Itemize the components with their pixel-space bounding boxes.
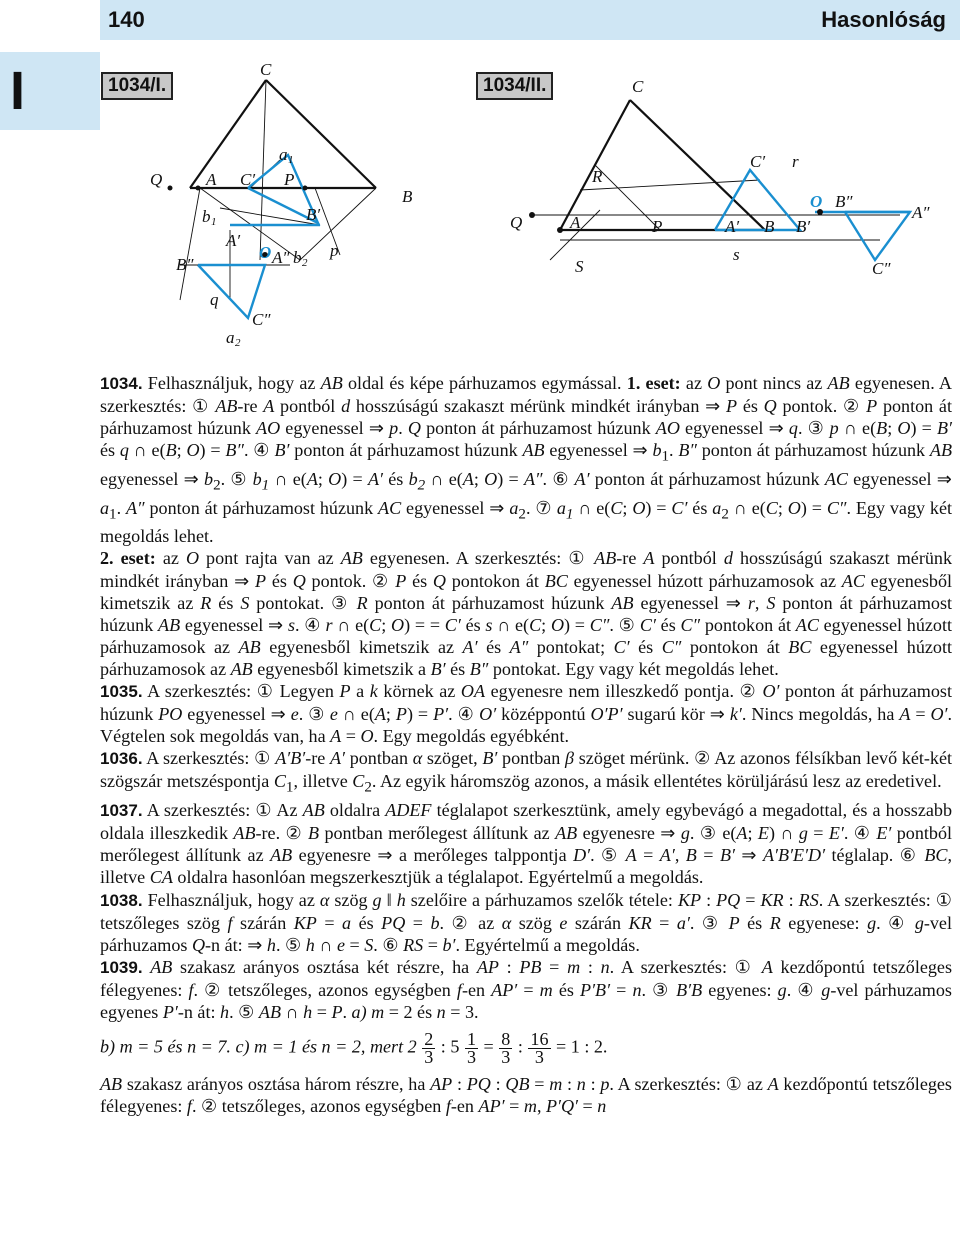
- equation-prefix: b) m = 5 és n = 7. c) m = 1 és n = 2, mert 2: [100, 1036, 417, 1057]
- exercise-number: 1038.: [100, 890, 143, 910]
- fig2-label-R: R: [592, 167, 603, 186]
- fig2-label-B: B: [764, 217, 775, 236]
- fig2-label-P: P: [652, 217, 663, 236]
- exercise-number: 1034.: [100, 374, 143, 393]
- fig1-label-a1-sub: 1: [288, 154, 294, 166]
- figure1-diagram: [140, 60, 470, 360]
- solutions-text: [100, 372, 952, 1117]
- fig1-label-a1: a: [279, 145, 288, 164]
- exercise-number: 1035.: [100, 682, 143, 702]
- fig1-label-q: q: [210, 290, 219, 309]
- fig2-label-O: O: [810, 192, 823, 211]
- fig1-label-p: p: [330, 241, 339, 260]
- equation-mid2: =: [483, 1036, 494, 1057]
- fig1-label-a2: a: [226, 328, 235, 347]
- paragraph-body: A szerkesztés: ① A′B′-re A′ pontban α szöget, B′ pontban β szöget mérünk. ② Az azonos félsíkban levő két-két szögszár metszéspontja $C_1$, illetve $C_2$. Az egyik háromszög azonos, a másik ellentétes körüljárású lesz az eredetivel.: [100, 748, 953, 797]
- fig2-label-S: S: [575, 257, 584, 276]
- equation-line: [100, 1023, 952, 1073]
- fraction-denominator: 3: [501, 1047, 511, 1068]
- exercise-number: 1037.: [100, 801, 143, 821]
- fig1-label-Q: Q: [150, 170, 163, 189]
- fig1-label-B: B: [402, 187, 413, 206]
- paragraph-1034-case2: [100, 547, 952, 680]
- section-letter: I: [10, 61, 26, 121]
- figure2-label: 1034/II.: [476, 72, 553, 100]
- fig1-label-P: P: [284, 170, 295, 189]
- paragraph-1036: [100, 747, 952, 799]
- paragraph-body: Felhasználjuk, hogy az α szög g ‖ h szelőire a párhuzamos szelők tétele: KP : PQ = KR : RS. A szerkesztés: ① tetszőleges szög f szárán KP = a és PQ = b. ② az α szög e szárán KR = a′. ③ P és R egyenese: g. ④ g-vel párhuzamos Q-n át: ⇒ h. ⑤ h ∩ e = S. ⑥ RS = b′. Egyértelmű a megoldás.: [100, 889, 952, 955]
- fig1-label-A: A: [206, 170, 217, 189]
- fig1-label-Ap: A′: [226, 231, 241, 250]
- fig1-label-b1-sub: 1: [211, 216, 217, 228]
- exercise-number: 1039.: [100, 957, 143, 977]
- fraction-denominator: 3: [424, 1047, 434, 1068]
- fraction-numerator: 16: [530, 1029, 549, 1050]
- fraction-3: [499, 1031, 512, 1066]
- fig2-label-A: A: [570, 213, 581, 232]
- figure1-label: 1034/I.: [101, 72, 173, 100]
- paragraph-body: AB szakasz arányos osztása három részre, ha AP : PQ : QB = m : n : p. A szerkesztés: ① az A kezdőpontú tetszőleges félegyenes: f. ② tetszőleges, azonos egységben f-en AP′ = m, P′Q′ = n: [100, 1074, 952, 1117]
- fig1-label-b2-sub: 2: [302, 257, 308, 269]
- equation-suffix: = 1 : 2.: [556, 1036, 608, 1057]
- paragraph-1035: [100, 680, 952, 747]
- paragraph-1039-three-parts: [100, 1073, 952, 1117]
- paragraph-body: Felhasználjuk, hogy az AB oldal és képe párhuzamos egymással. 1. eset: az O pont nincs az AB egyenesen. A szerkesztés: ① AB-re A pontból d hosszúságú szakaszt mérünk mindkét irányban ⇒ P és Q pontok. ② P ponton át párhuzamost húzunk AO egyenessel ⇒ p. Q ponton át párhuzamost húzunk AO egyenessel ⇒ q. ③ p ∩ e(B; O) = B′ és q ∩ e(B; O) = B″. ④ B′ ponton át párhuzamost húzunk AB egyenessel ⇒ $b_1$. B″ ponton át párhuzamost húzunk AB egyenessel ⇒ $b_2$. ⑤ $b_1$ ∩ e(A; O) = A′ és $b_2$ ∩ e(A; O) = A″. ⑥ A′ ponton át párhuzamost húzunk AC egyenessel ⇒ $a_1$. A″ ponton át párhuzamost húzunk AC egyenessel ⇒ $a_2$. ⑦ $a_1$ ∩ e(C; O) = C′ és $a_2$ ∩ e(C; O) = C″. Egy vagy két megoldás lehet.: [100, 373, 953, 547]
- equation-mid1: : 5: [440, 1036, 460, 1057]
- fig2-label-C: C: [632, 77, 644, 96]
- fraction-numerator: 1: [466, 1029, 476, 1050]
- equation-mid3: :: [517, 1036, 523, 1057]
- fig1-label-Cpp: C″: [252, 310, 271, 329]
- paragraph-body: A szerkesztés: ① Az AB oldalra ADEF téglalapot szerkesztünk, amely egybevágó a megadottal, és a hosszabb oldala illeszkedik AB-re. ② B pontban merőlegest állítunk az AB egyenesre ⇒ g. ③ e(A; E) ∩ g = E′. ④ E′ pontból merőlegest állítunk az AB egyenesre ⇒ a merőleges talppontja D′. ⑤ A = A′, B = B′ ⇒ A′B′E′D′ téglalap. ⑥ BC, illetve CA oldalra hasonlóan megszerkesztjük a téglalapot. Egyértelmű a megoldás.: [100, 800, 953, 888]
- fig2-label-Q: Q: [510, 213, 523, 232]
- fig2-label-Ap: A′: [725, 217, 740, 236]
- paragraph-body: 2. eset: az O pont rajta van az AB egyenesen. A szerkesztés: ① AB-re A pontból d hosszúságú szakaszt mérünk mindkét irányban ⇒ P és Q pontok. ② P és Q pontokon át BC egyenessel húzott párhuzamosok az AC egyenesből kimetszik az R és S pontokat. ③ R ponton át párhuzamost húzunk AB egyenessel ⇒ r, S ponton át párhuzamost húzunk AB egyenessel ⇒ s. ④ r ∩ e(C; O) = = C′ és s ∩ e(C; O) = C″. ⑤ C′ és C″ pontokon át AC egyenessel húzott párhuzamosok az AB egyenesből kimetszik az A′ és A″ pontokat; C′ és C″ pontokon át BC egyenessel húzott párhuzamosok az AB egyenesből kimetszik a B′ és B″ pontokat. Egy vagy két megoldás lehet.: [100, 548, 953, 679]
- fig1-label-a2-sub: 2: [235, 337, 241, 349]
- fig2-label-Bp: B′: [796, 217, 811, 236]
- page-number: 140: [108, 7, 145, 32]
- fraction-denominator: 3: [466, 1047, 476, 1068]
- fig1-label-Bp: B′: [306, 205, 321, 224]
- fig1-label-Bpp: B″: [176, 255, 194, 274]
- fraction-1: [422, 1031, 435, 1066]
- fraction-2: [465, 1031, 478, 1066]
- fig2-label-Bpp: B″: [835, 192, 853, 211]
- fig1-label-b2: b: [293, 248, 302, 267]
- fraction-numerator: 8: [501, 1029, 511, 1050]
- paragraph-1039: [100, 956, 952, 1023]
- fig1-label-C: C: [260, 60, 272, 79]
- figure2-diagram: [500, 60, 960, 290]
- fig1-label-O: O: [259, 243, 272, 262]
- fig2-label-Cp: C′: [750, 152, 766, 171]
- fig1-label-b1: b: [202, 207, 211, 226]
- exercise-number: 1036.: [100, 749, 143, 769]
- paragraph-1037: [100, 799, 952, 888]
- fraction-4: [528, 1031, 550, 1066]
- paragraph-1038: [100, 889, 952, 956]
- paragraph-body: AB szakasz arányos osztása két részre, ha AP : PB = m : n. A szerkesztés: ① A kezdőpontú tetszőleges félegyenes: f. ② tetszőleges, azonos egységben f-en AP′ = m és P′B′ = n. ③ B′B egyenes: g. ④ g-vel párhuzamos egyenes P′-n át: h. ⑤ AB ∩ h = P. a) m = 2 és n = 3.: [100, 956, 953, 1022]
- fig1-label-App: A″: [272, 248, 290, 267]
- fig2-label-s: s: [733, 245, 740, 264]
- page-title: Hasonlóság: [821, 7, 946, 32]
- fig1-label-Cp: C′: [240, 170, 256, 189]
- fig2-label-Cpp: C″: [872, 259, 891, 278]
- fig2-label-App: A″: [912, 203, 930, 222]
- fraction-numerator: 2: [424, 1029, 434, 1050]
- fig2-label-r: r: [792, 152, 799, 171]
- paragraph-1034-case1: [100, 372, 952, 547]
- fraction-denominator: 3: [534, 1047, 544, 1068]
- paragraph-body: A szerkesztés: ① Legyen P a k körnek az OA egyenesre nem illeszkedő pontja. ② O′ ponton át párhuzamost húzunk PO egyenessel ⇒ e. ③ e ∩ e(A; P) = P′. ④ O′ középpontú O′P′ sugarú kör ⇒ k′. Nincs megoldás, ha A = O′. Végtelen sok megoldás van, ha A = O. Egy megoldás egyébként.: [100, 681, 953, 747]
